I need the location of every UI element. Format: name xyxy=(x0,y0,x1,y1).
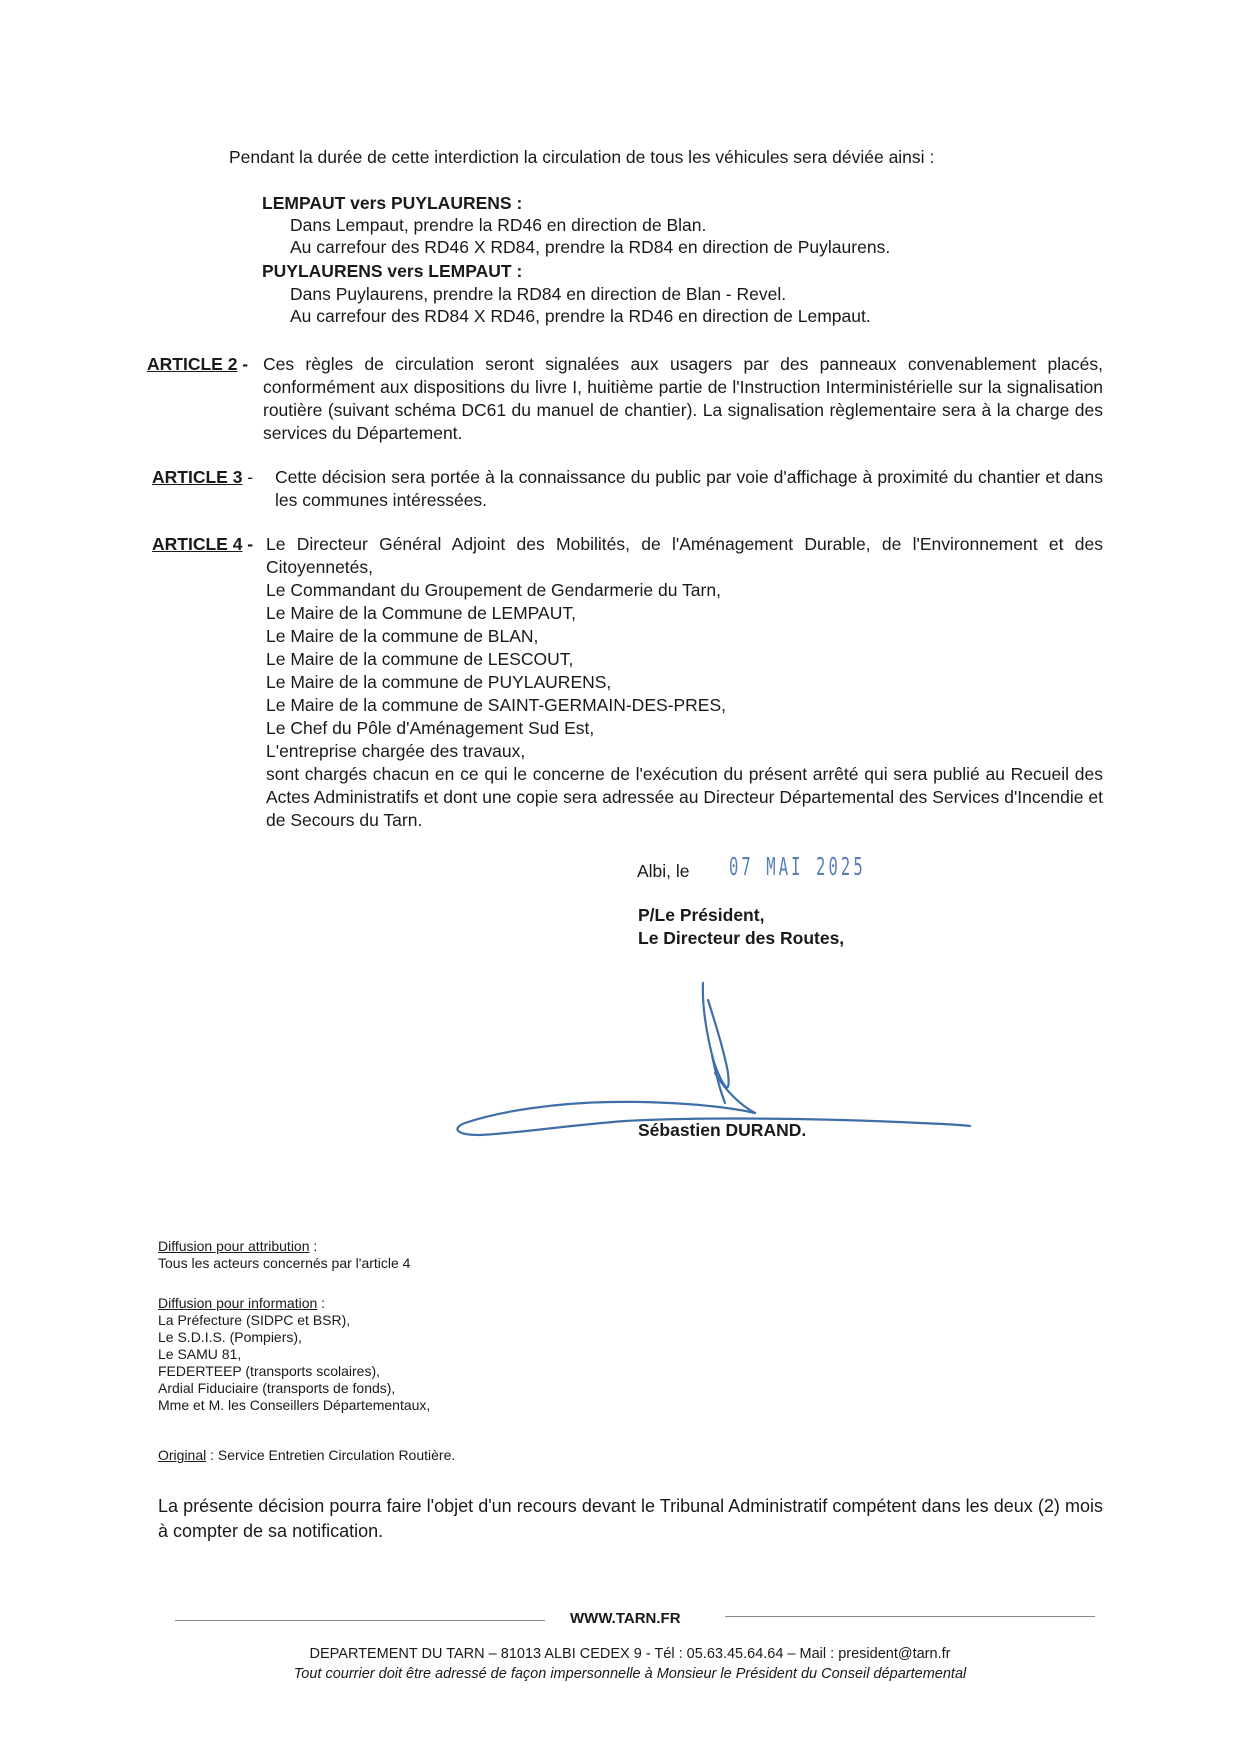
original-label: Original xyxy=(158,1447,207,1463)
detour-intro: Pendant la durée de cette interdiction la circulation de tous les véhicules sera déviée ainsi : xyxy=(229,147,935,167)
article-4-label: ARTICLE 4 - xyxy=(152,534,254,554)
recipient-item: Le Maire de la Commune de LEMPAUT, xyxy=(266,603,576,623)
recipient-item: Le Maire de la commune de SAINT-GERMAIN-DES-PRES, xyxy=(266,695,727,715)
date-stamp: 07 MAI 2025 xyxy=(729,852,866,881)
diffusion-attribution: Diffusion pour attribution : Tous les acteurs concernés par l'article 4 xyxy=(158,1238,411,1271)
diffusion-item: Mme et M. les Conseillers Départementaux, xyxy=(158,1397,431,1413)
article-4-recipients xyxy=(266,579,1103,763)
signature-place: Albi, le xyxy=(637,861,690,881)
footer-divider-right xyxy=(725,1616,1095,1617)
recipient-item: Le Maire de la commune de LESCOUT, xyxy=(266,649,574,669)
signatory-name: Sébastien DURAND. xyxy=(638,1120,807,1140)
recipient-item: Le Chef du Pôle d'Aménagement Sud Est, xyxy=(266,718,595,738)
recipient-item: Le Maire de la commune de PUYLAURENS, xyxy=(266,672,612,692)
footer-address: DEPARTEMENT DU TARN – 81013 ALBI CEDEX 9 - Tél : 05.63.45.64.64 – Mail : president@tarn.fr xyxy=(309,1646,951,1662)
route-heading-lempaut-puylaurens: LEMPAUT vers PUYLAURENS : xyxy=(262,193,523,213)
diffusion-item: La Préfecture (SIDPC et BSR), xyxy=(158,1312,351,1328)
footer-note: Tout courrier doit être adressé de façon impersonnelle à Monsieur le Président du Conseil départemental xyxy=(293,1666,967,1682)
route-line: Au carrefour des RD46 X RD84, prendre la RD84 en direction de Puylaurens. xyxy=(290,237,891,257)
recipient-item: L'entreprise chargée des travaux, xyxy=(266,741,526,761)
footer-website: WWW.TARN.FR xyxy=(570,1610,681,1627)
recipient-item: Le Maire de la commune de BLAN, xyxy=(266,626,539,646)
route-line: Dans Puylaurens, prendre la RD84 en direction de Blan - Revel. xyxy=(290,284,787,304)
route-line: Au carrefour des RD84 X RD46, prendre la RD46 en direction de Lempaut. xyxy=(290,306,871,326)
article-number: ARTICLE 4 xyxy=(152,534,243,554)
recipient-item: Le Commandant du Groupement de Gendarmerie du Tarn, xyxy=(266,580,721,600)
article-3-text: Cette décision sera portée à la connaissance du public par voie d'affichage à proximité du chantier et dans les communes intéressées. xyxy=(275,467,1103,510)
signatory-function: Le Directeur des Routes, xyxy=(638,928,845,948)
diffusion-original: Original : Service Entretien Circulation Routière. xyxy=(158,1447,456,1463)
diffusion-item: Le SAMU 81, xyxy=(158,1346,242,1362)
signatory-title: P/Le Président, xyxy=(638,905,765,925)
handwritten-signature xyxy=(440,975,980,1175)
diffusion-information-label: Diffusion pour information xyxy=(158,1295,318,1311)
article-3-label: ARTICLE 3 - xyxy=(152,467,254,487)
diffusion-information: Diffusion pour information : La Préfecture (SIDPC et BSR), Le S.D.I.S. (Pompiers), Le SAMU 81, FEDERTEEP (transports scolaires), Ardial Fiduciaire (transports de fonds), Mme et M. les Conseillers Départementaux, xyxy=(158,1295,431,1413)
article-2-label: ARTICLE 2 - xyxy=(147,354,249,374)
diffusion-item: FEDERTEEP (transports scolaires), xyxy=(158,1363,380,1379)
article-number: ARTICLE 3 xyxy=(152,467,243,487)
route-heading-puylaurens-lempaut: PUYLAURENS vers LEMPAUT : xyxy=(262,261,523,281)
footer-divider-left xyxy=(175,1620,545,1621)
diffusion-item: Ardial Fiduciaire (transports de fonds), xyxy=(158,1380,396,1396)
diffusion-attribution-text: Tous les acteurs concernés par l'article 4 xyxy=(158,1255,411,1271)
diffusion-attribution-label: Diffusion pour attribution xyxy=(158,1238,310,1254)
recours-notice: La présente décision pourra faire l'objet d'un recours devant le Tribunal Administratif compétent dans les deux (2) mois à compter de sa notification. xyxy=(158,1496,1103,1541)
article-4-first: Le Directeur Général Adjoint des Mobilités, de l'Aménagement Durable, de l'Environnement et des Citoyennetés, xyxy=(266,534,1103,577)
article-4-closing: sont chargés chacun en ce qui le concerne de l'exécution du présent arrêté qui sera publié au Recueil des Actes Administratifs et dont une copie sera adressée au Directeur Départemental des Services d'Incendie et de Secours du Tarn. xyxy=(266,764,1103,830)
diffusion-item: Le S.D.I.S. (Pompiers), xyxy=(158,1329,302,1345)
article-number: ARTICLE 2 xyxy=(147,354,238,374)
route-line: Dans Lempaut, prendre la RD46 en direction de Blan. xyxy=(290,215,707,235)
article-2-text: Ces règles de circulation seront signalées aux usagers par des panneaux convenablement placés, conformément aux dispositions du livre I, huitième partie de l'Instruction Interministérielle sur la signalisation routière (suivant schéma DC61 du manuel de chantier). La signalisation règlementaire sera à la charge des services du Département. xyxy=(263,354,1103,443)
